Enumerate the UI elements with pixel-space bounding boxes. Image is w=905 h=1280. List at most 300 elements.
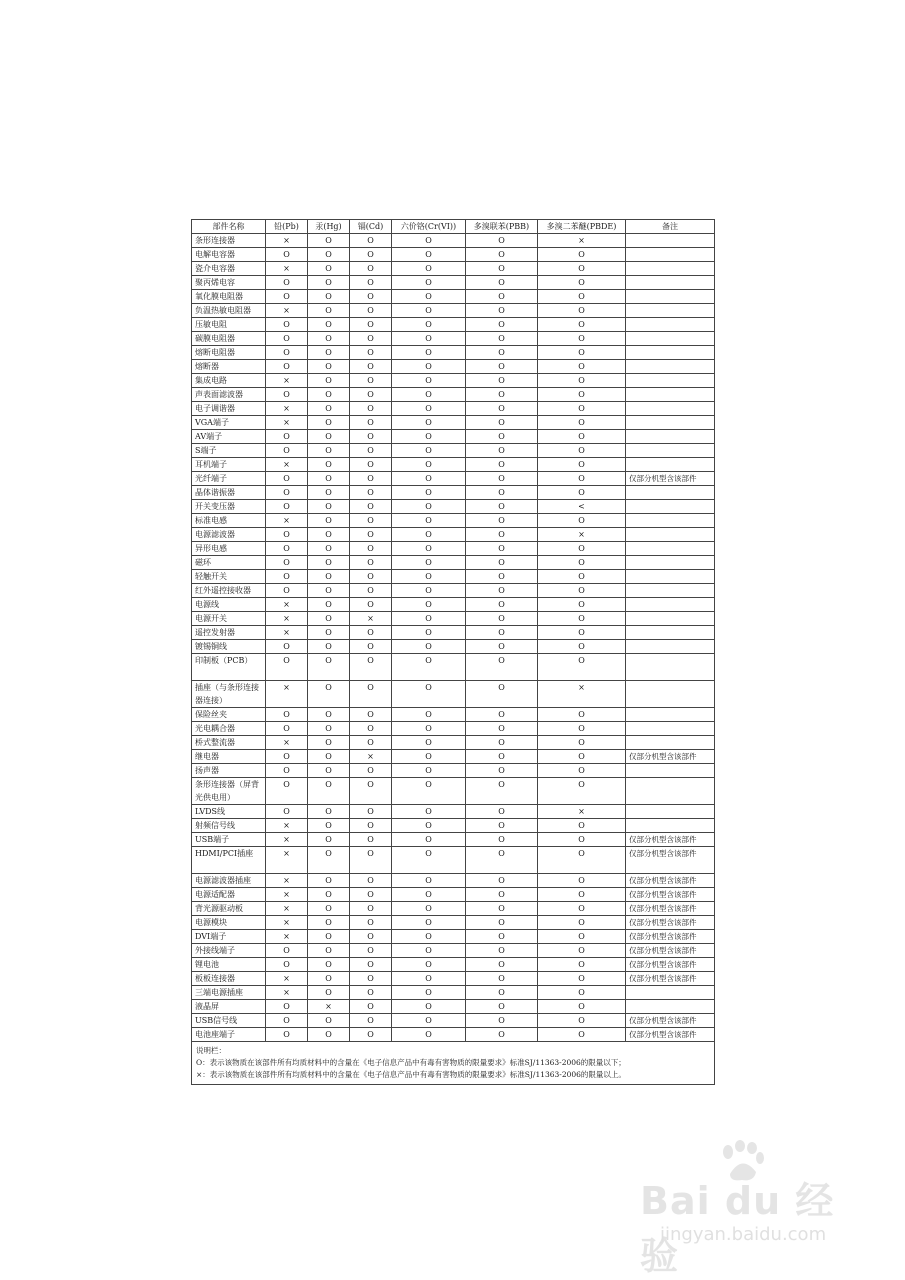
substance-value-cell: O [466, 722, 538, 736]
substance-value-cell: × [266, 612, 308, 626]
substance-value-cell: O [350, 736, 392, 750]
substance-value-cell: O [392, 416, 466, 430]
table-row [192, 654, 715, 681]
part-name-cell: 光纤端子 [192, 472, 266, 486]
table-row [192, 1028, 715, 1042]
remark-cell [626, 234, 715, 248]
part-name-cell: 碳膜电阻器 [192, 332, 266, 346]
substance-value-cell: O [350, 556, 392, 570]
substance-value-cell: O [308, 986, 350, 1000]
substance-value-cell: O [266, 722, 308, 736]
substance-value-cell: O [466, 332, 538, 346]
substance-value-cell: O [392, 805, 466, 819]
substance-value-cell: O [308, 681, 350, 708]
remark-cell [626, 654, 715, 681]
substance-value-cell: O [308, 958, 350, 972]
substance-value-cell: O [392, 556, 466, 570]
substance-value-cell: O [266, 542, 308, 556]
part-name-cell: HDMI/PCI插座 [192, 847, 266, 874]
substance-value-cell: O [466, 472, 538, 486]
table-row [192, 888, 715, 902]
substance-value-cell: O [538, 556, 626, 570]
substance-value-cell: O [392, 750, 466, 764]
part-name-cell: S端子 [192, 444, 266, 458]
part-name-cell: 集成电路 [192, 374, 266, 388]
part-name-cell: 瓷介电容器 [192, 262, 266, 276]
part-name-cell: 外接线端子 [192, 944, 266, 958]
substance-value-cell: O [350, 514, 392, 528]
substance-value-cell: O [266, 528, 308, 542]
watermark-brand: Bai du 经验 [640, 1179, 835, 1278]
substance-value-cell: O [350, 528, 392, 542]
remark-cell [626, 819, 715, 833]
column-header: 部件名称 [192, 220, 266, 234]
substance-value-cell: × [538, 234, 626, 248]
part-name-cell: 轻触开关 [192, 570, 266, 584]
substance-value-cell: O [538, 847, 626, 874]
substance-value-cell: O [392, 332, 466, 346]
substance-value-cell: O [466, 486, 538, 500]
substance-value-cell: O [466, 234, 538, 248]
substance-value-cell: O [392, 304, 466, 318]
substance-value-cell: O [266, 778, 308, 805]
substance-value-cell: O [392, 388, 466, 402]
part-name-cell: 三端电源插座 [192, 986, 266, 1000]
substance-value-cell: O [538, 486, 626, 500]
substance-value-cell: O [466, 1000, 538, 1014]
substance-value-cell: O [308, 1028, 350, 1042]
substance-value-cell: O [466, 444, 538, 458]
substance-value-cell: × [266, 304, 308, 318]
table-row [192, 486, 715, 500]
part-name-cell: 负温热敏电阻器 [192, 304, 266, 318]
substance-value-cell: O [350, 458, 392, 472]
substance-value-cell: O [350, 819, 392, 833]
table-row [192, 1014, 715, 1028]
legend-box [191, 1042, 715, 1085]
part-name-cell: 耳机端子 [192, 458, 266, 472]
substance-value-cell: × [538, 681, 626, 708]
substance-value-cell: O [538, 722, 626, 736]
substance-value-cell: O [392, 472, 466, 486]
substance-value-cell: O [466, 416, 538, 430]
substance-value-cell: O [308, 304, 350, 318]
substance-value-cell: O [538, 902, 626, 916]
substance-value-cell: O [392, 276, 466, 290]
part-name-cell: 电源开关 [192, 612, 266, 626]
substance-value-cell: × [266, 262, 308, 276]
substance-value-cell: × [266, 402, 308, 416]
remark-cell [626, 388, 715, 402]
table-row [192, 528, 715, 542]
substance-value-cell: O [538, 654, 626, 681]
substance-value-cell: O [308, 318, 350, 332]
substance-value-cell: O [308, 640, 350, 654]
substance-value-cell: O [308, 444, 350, 458]
table-row [192, 584, 715, 598]
substance-value-cell: O [266, 764, 308, 778]
substance-value-cell: O [350, 402, 392, 416]
substance-value-cell: O [266, 1028, 308, 1042]
part-name-cell: LVDS线 [192, 805, 266, 819]
substance-value-cell: O [466, 402, 538, 416]
substance-value-cell: O [392, 972, 466, 986]
substance-value-cell: × [266, 374, 308, 388]
substance-value-cell: O [392, 930, 466, 944]
remark-cell [626, 514, 715, 528]
substance-value-cell: O [392, 360, 466, 374]
part-name-cell: 熔断器 [192, 360, 266, 374]
substance-value-cell: O [266, 290, 308, 304]
substance-value-cell: O [392, 1014, 466, 1028]
substance-value-cell: O [266, 584, 308, 598]
hazard-document [191, 219, 714, 1085]
substance-value-cell: O [308, 612, 350, 626]
substance-value-cell: O [538, 888, 626, 902]
baidu-jingyan-watermark [640, 1140, 870, 1278]
table-row [192, 570, 715, 584]
remark-cell [626, 528, 715, 542]
substance-value-cell: O [308, 276, 350, 290]
substance-value-cell: O [392, 944, 466, 958]
substance-value-cell: O [466, 778, 538, 805]
substance-value-cell: O [466, 736, 538, 750]
substance-value-cell: × [266, 598, 308, 612]
substance-value-cell: O [538, 708, 626, 722]
substance-value-cell: O [538, 542, 626, 556]
substance-value-cell: O [308, 888, 350, 902]
substance-value-cell: O [466, 681, 538, 708]
table-row [192, 276, 715, 290]
substance-value-cell: O [266, 248, 308, 262]
substance-value-cell: O [308, 584, 350, 598]
substance-value-cell: O [350, 764, 392, 778]
substance-value-cell: O [308, 708, 350, 722]
substance-value-cell: O [538, 416, 626, 430]
remark-cell: 仅部分机型含该部件 [626, 847, 715, 874]
substance-value-cell: O [538, 304, 626, 318]
substance-value-cell: O [392, 847, 466, 874]
substance-value-cell: O [538, 584, 626, 598]
substance-value-cell: O [350, 318, 392, 332]
substance-value-cell: O [392, 626, 466, 640]
substance-value-cell: O [466, 458, 538, 472]
substance-value-cell: O [350, 708, 392, 722]
substance-value-cell: O [350, 847, 392, 874]
remark-cell [626, 1000, 715, 1014]
substance-value-cell: O [350, 944, 392, 958]
remark-cell: 仅部分机型含该部件 [626, 1014, 715, 1028]
substance-value-cell: O [266, 360, 308, 374]
substance-value-cell: O [466, 805, 538, 819]
substance-value-cell: O [350, 888, 392, 902]
part-name-cell: 继电器 [192, 750, 266, 764]
substance-value-cell: O [538, 874, 626, 888]
table-row [192, 346, 715, 360]
substance-value-cell: O [466, 584, 538, 598]
part-name-cell: 电源滤波器插座 [192, 874, 266, 888]
substance-value-cell: O [392, 598, 466, 612]
substance-value-cell: O [308, 514, 350, 528]
legend-title: 说明栏： [196, 1046, 226, 1055]
table-row [192, 805, 715, 819]
substance-value-cell: O [538, 1014, 626, 1028]
substance-value-cell: O [308, 346, 350, 360]
substance-value-cell: O [392, 430, 466, 444]
table-row [192, 736, 715, 750]
substance-value-cell: O [308, 902, 350, 916]
substance-value-cell: O [392, 318, 466, 332]
substance-value-cell: O [466, 944, 538, 958]
watermark-url: jingyan.baidu.com [660, 1224, 827, 1245]
substance-value-cell: O [350, 584, 392, 598]
table-row [192, 944, 715, 958]
substance-value-cell: O [308, 764, 350, 778]
remark-cell [626, 584, 715, 598]
substance-value-cell: O [266, 486, 308, 500]
substance-value-cell: O [308, 916, 350, 930]
part-name-cell: 扬声器 [192, 764, 266, 778]
part-name-cell: 电源线 [192, 598, 266, 612]
table-row [192, 374, 715, 388]
remark-cell [626, 598, 715, 612]
part-name-cell: VGA端子 [192, 416, 266, 430]
substance-value-cell: O [538, 1028, 626, 1042]
substance-value-cell: O [308, 819, 350, 833]
substance-value-cell: O [350, 598, 392, 612]
remark-cell [626, 318, 715, 332]
substance-value-cell: × [266, 930, 308, 944]
substance-value-cell: × [266, 626, 308, 640]
part-name-cell: 异形电感 [192, 542, 266, 556]
substance-value-cell: O [466, 888, 538, 902]
table-row [192, 500, 715, 514]
substance-value-cell: O [538, 916, 626, 930]
substance-value-cell: O [308, 360, 350, 374]
substance-value-cell: O [392, 764, 466, 778]
table-row [192, 598, 715, 612]
substance-value-cell: O [392, 681, 466, 708]
table-row [192, 360, 715, 374]
substance-value-cell: × [538, 805, 626, 819]
remark-cell [626, 444, 715, 458]
substance-value-cell: O [266, 346, 308, 360]
substance-value-cell: O [266, 570, 308, 584]
substance-value-cell: O [266, 944, 308, 958]
part-name-cell: DVI端子 [192, 930, 266, 944]
substance-value-cell: O [538, 402, 626, 416]
substance-value-cell: O [308, 626, 350, 640]
part-name-cell: 桥式整流器 [192, 736, 266, 750]
table-body [192, 234, 715, 1042]
substance-value-cell: O [350, 654, 392, 681]
substance-value-cell: O [392, 262, 466, 276]
substance-value-cell: O [392, 833, 466, 847]
substance-value-cell: O [538, 972, 626, 986]
substance-value-cell: O [466, 986, 538, 1000]
table-header-row [192, 220, 715, 234]
substance-value-cell: O [538, 472, 626, 486]
part-name-cell: 电池座端子 [192, 1028, 266, 1042]
substance-value-cell: O [466, 248, 538, 262]
substance-value-cell: O [466, 764, 538, 778]
substance-value-cell: O [466, 500, 538, 514]
substance-value-cell: O [308, 654, 350, 681]
substance-value-cell: × [266, 416, 308, 430]
substance-value-cell: O [266, 640, 308, 654]
substance-value-cell: O [308, 930, 350, 944]
substance-value-cell: O [538, 318, 626, 332]
table-row [192, 262, 715, 276]
substance-value-cell: O [308, 598, 350, 612]
substance-value-cell: O [392, 374, 466, 388]
substance-value-cell: O [308, 833, 350, 847]
remark-cell: 仅部分机型含该部件 [626, 902, 715, 916]
substance-value-cell: O [392, 542, 466, 556]
substance-value-cell: O [466, 570, 538, 584]
table-row [192, 1000, 715, 1014]
remark-cell [626, 778, 715, 805]
hazardous-substance-table [191, 219, 715, 1042]
remark-cell: 仅部分机型含该部件 [626, 930, 715, 944]
table-row [192, 681, 715, 708]
substance-value-cell: O [538, 640, 626, 654]
substance-value-cell: O [538, 374, 626, 388]
table-row [192, 430, 715, 444]
column-header: 汞(Hg) [308, 220, 350, 234]
remark-cell: 仅部分机型含该部件 [626, 916, 715, 930]
remark-cell [626, 640, 715, 654]
table-row [192, 708, 715, 722]
substance-value-cell: O [466, 612, 538, 626]
substance-value-cell: O [350, 276, 392, 290]
table-row [192, 986, 715, 1000]
column-header: 备注 [626, 220, 715, 234]
substance-value-cell: O [466, 290, 538, 304]
substance-value-cell: O [350, 500, 392, 514]
substance-value-cell: O [308, 290, 350, 304]
substance-value-cell: O [466, 542, 538, 556]
remark-cell [626, 986, 715, 1000]
substance-value-cell: O [392, 346, 466, 360]
substance-value-cell: O [266, 1000, 308, 1014]
table-row [192, 514, 715, 528]
remark-cell [626, 681, 715, 708]
substance-value-cell: O [308, 944, 350, 958]
remark-cell [626, 708, 715, 722]
part-name-cell: 开关变压器 [192, 500, 266, 514]
substance-value-cell: O [538, 248, 626, 262]
substance-value-cell: O [308, 416, 350, 430]
substance-value-cell: O [466, 847, 538, 874]
substance-value-cell: O [392, 290, 466, 304]
substance-value-cell: O [538, 778, 626, 805]
substance-value-cell: O [308, 234, 350, 248]
substance-value-cell: O [266, 556, 308, 570]
column-header: 多溴二苯醚(PBDE) [538, 220, 626, 234]
substance-value-cell: O [466, 276, 538, 290]
substance-value-cell: O [466, 708, 538, 722]
table-row [192, 388, 715, 402]
substance-value-cell: O [392, 402, 466, 416]
substance-value-cell: O [538, 764, 626, 778]
substance-value-cell: O [350, 986, 392, 1000]
substance-value-cell: O [350, 444, 392, 458]
table-row [192, 472, 715, 486]
substance-value-cell: O [350, 416, 392, 430]
substance-value-cell: O [466, 514, 538, 528]
table-row [192, 972, 715, 986]
substance-value-cell: O [308, 486, 350, 500]
substance-value-cell: O [266, 805, 308, 819]
substance-value-cell: × [266, 986, 308, 1000]
substance-value-cell: O [308, 430, 350, 444]
part-name-cell: 背光源驱动板 [192, 902, 266, 916]
substance-value-cell: O [466, 318, 538, 332]
substance-value-cell: × [266, 847, 308, 874]
part-name-cell: 条形连接器（屏背光供电用） [192, 778, 266, 805]
substance-value-cell: O [350, 360, 392, 374]
remark-cell [626, 290, 715, 304]
substance-value-cell: O [266, 958, 308, 972]
substance-value-cell: O [308, 374, 350, 388]
substance-value-cell: O [350, 874, 392, 888]
substance-value-cell: O [392, 486, 466, 500]
substance-value-cell: O [538, 346, 626, 360]
substance-value-cell: O [538, 570, 626, 584]
substance-value-cell: × [266, 514, 308, 528]
substance-value-cell: O [350, 902, 392, 916]
substance-value-cell: × [266, 833, 308, 847]
remark-cell [626, 764, 715, 778]
remark-cell [626, 374, 715, 388]
part-name-cell: USB信号线 [192, 1014, 266, 1028]
substance-value-cell: O [392, 640, 466, 654]
column-header: 铅(Pb) [266, 220, 308, 234]
substance-value-cell: × [266, 972, 308, 986]
table-row [192, 458, 715, 472]
table-row [192, 612, 715, 626]
table-row [192, 722, 715, 736]
remark-cell [626, 430, 715, 444]
remark-cell: 仅部分机型含该部件 [626, 888, 715, 902]
table-row [192, 847, 715, 874]
table-row [192, 958, 715, 972]
part-name-cell: 镀锡铜线 [192, 640, 266, 654]
table-row [192, 902, 715, 916]
substance-value-cell: O [350, 778, 392, 805]
table-row [192, 916, 715, 930]
substance-value-cell: O [392, 888, 466, 902]
substance-value-cell: O [466, 598, 538, 612]
substance-value-cell: O [308, 736, 350, 750]
substance-value-cell: O [392, 654, 466, 681]
substance-value-cell: O [308, 402, 350, 416]
substance-value-cell: O [350, 374, 392, 388]
substance-value-cell: O [266, 444, 308, 458]
substance-value-cell: O [350, 262, 392, 276]
remark-cell [626, 332, 715, 346]
substance-value-cell: O [466, 930, 538, 944]
substance-value-cell: O [350, 1014, 392, 1028]
substance-value-cell: × [266, 736, 308, 750]
substance-value-cell: O [538, 612, 626, 626]
remark-cell: 仅部分机型含该部件 [626, 472, 715, 486]
substance-value-cell: O [350, 722, 392, 736]
substance-value-cell: O [392, 819, 466, 833]
substance-value-cell: O [308, 972, 350, 986]
substance-value-cell: O [308, 778, 350, 805]
